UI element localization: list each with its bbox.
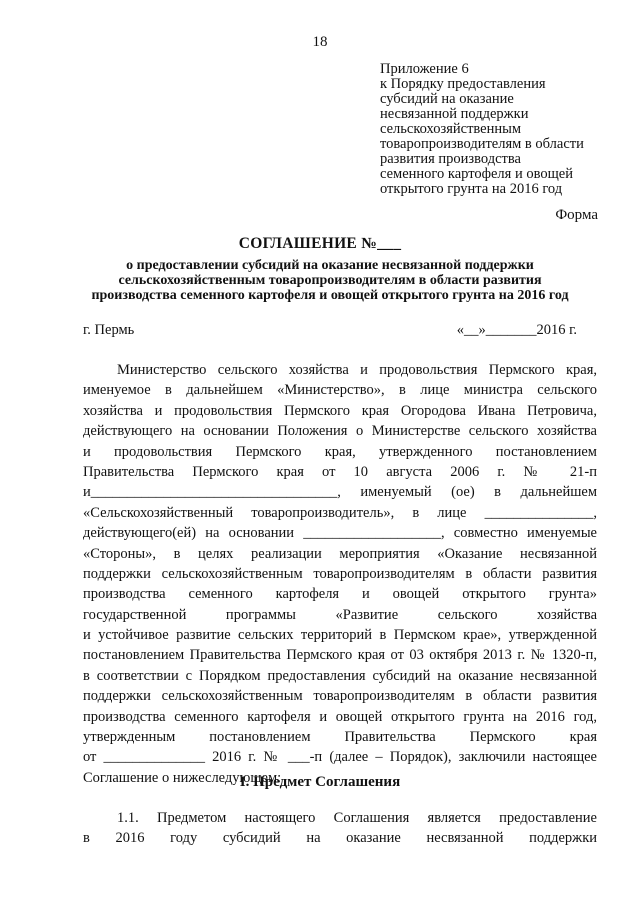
paragraph-line: от ______________ 2016 г. № ___-п (далее – Порядок), заключили настоящее (83, 749, 597, 766)
appendix-line: Приложение 6 (380, 61, 469, 77)
paragraph-line: в соответствии с Порядком предоставления субсидий на оказание несвязанной (83, 667, 597, 684)
appendix-line: открытого грунта на 2016 год (380, 181, 563, 197)
subtitle-line: сельскохозяйственным товаропроизводителям в области развития (118, 273, 542, 288)
paragraph-line: действующего(ей) на основании ___________________, совместно именуемые (83, 525, 597, 542)
section-heading: I. Предмет Соглашения (239, 774, 401, 790)
agreement-date: «__»_______2016 г. (456, 322, 577, 338)
paragraph-line: «Сельскохозяйственный товаропроизводитель», в лице _______________, (83, 504, 597, 521)
appendix-line: сельскохозяйственным (380, 121, 522, 137)
form-label: Форма (555, 207, 598, 223)
appendix-line: товаропроизводителям в области (380, 136, 584, 152)
section-paragraph (83, 808, 597, 849)
appendix-line: развития производства (380, 151, 521, 167)
paragraph-line: «Стороны», в целях реализации мероприятия «Оказание несвязанной (83, 545, 597, 562)
page-number: 18 (312, 34, 328, 50)
paragraph-line: поддержки сельскохозяйственным товаропроизводителям в области развития (83, 565, 597, 582)
appendix-line: субсидий на оказание (380, 91, 514, 107)
paragraph-line: постановлением Правительства Пермского края от 03 октября 2013 г. № 1320-п, (83, 647, 597, 664)
paragraph-line: производства семенного картофеля и овощей открытого грунта» (83, 586, 597, 603)
paragraph-line: утвержденным постановлением Правительства Пермского края (83, 729, 597, 746)
paragraph-line: именуемое в дальнейшем «Министерство», в лице министра сельского (83, 382, 597, 399)
paragraph-line: в 2016 году субсидий на оказание несвязанной поддержки (83, 830, 597, 847)
document-title: СОГЛАШЕНИЕ №___ (238, 235, 402, 252)
preamble-paragraph (83, 360, 597, 788)
subtitle-line: производства семенного картофеля и овощей открытого грунта на 2016 год (91, 288, 569, 303)
city: г. Пермь (83, 322, 135, 338)
paragraph-line: Министерство сельского хозяйства и продовольствия Пермского края, (117, 362, 597, 378)
appendix-line: несвязанной поддержки (380, 106, 529, 122)
paragraph-line: и устойчивое развитие сельских территорий в Пермском крае», утвержденной (83, 627, 597, 644)
paragraph-line: поддержки сельскохозяйственным товаропроизводителям в области развития (83, 688, 597, 705)
paragraph-line: Правительства Пермского края от 10 августа 2006 г. № 21-п (83, 463, 597, 480)
paragraph-line: и__________________________________, именуемый (ое) в дальнейшем (83, 484, 597, 501)
subtitle-line: о предоставлении субсидий на оказание несвязанной поддержки (126, 258, 534, 273)
document-subtitle (60, 258, 600, 303)
appendix-note (380, 62, 630, 197)
paragraph-line: производства семенного картофеля и овощей открытого грунта на 2016 год, (83, 708, 597, 725)
paragraph-line: и продовольствия Пермского края, утвержденного постановлением (83, 443, 597, 460)
appendix-line: к Порядку предоставления (380, 76, 546, 92)
paragraph-line: государственной программы «Развитие сельского хозяйства (83, 606, 597, 623)
paragraph-line: хозяйства и продовольствия Пермского края Огородова Ивана Петровича, (83, 402, 597, 419)
paragraph-line: действующего на основании Положения о Министерстве сельского хозяйства (83, 423, 597, 440)
appendix-line: семенного картофеля и овощей (380, 166, 573, 182)
paragraph-line: 1.1. Предметом настоящего Соглашения является предоставление (117, 810, 597, 826)
paragraph-line: Соглашение о нижеследующем: (83, 769, 282, 786)
